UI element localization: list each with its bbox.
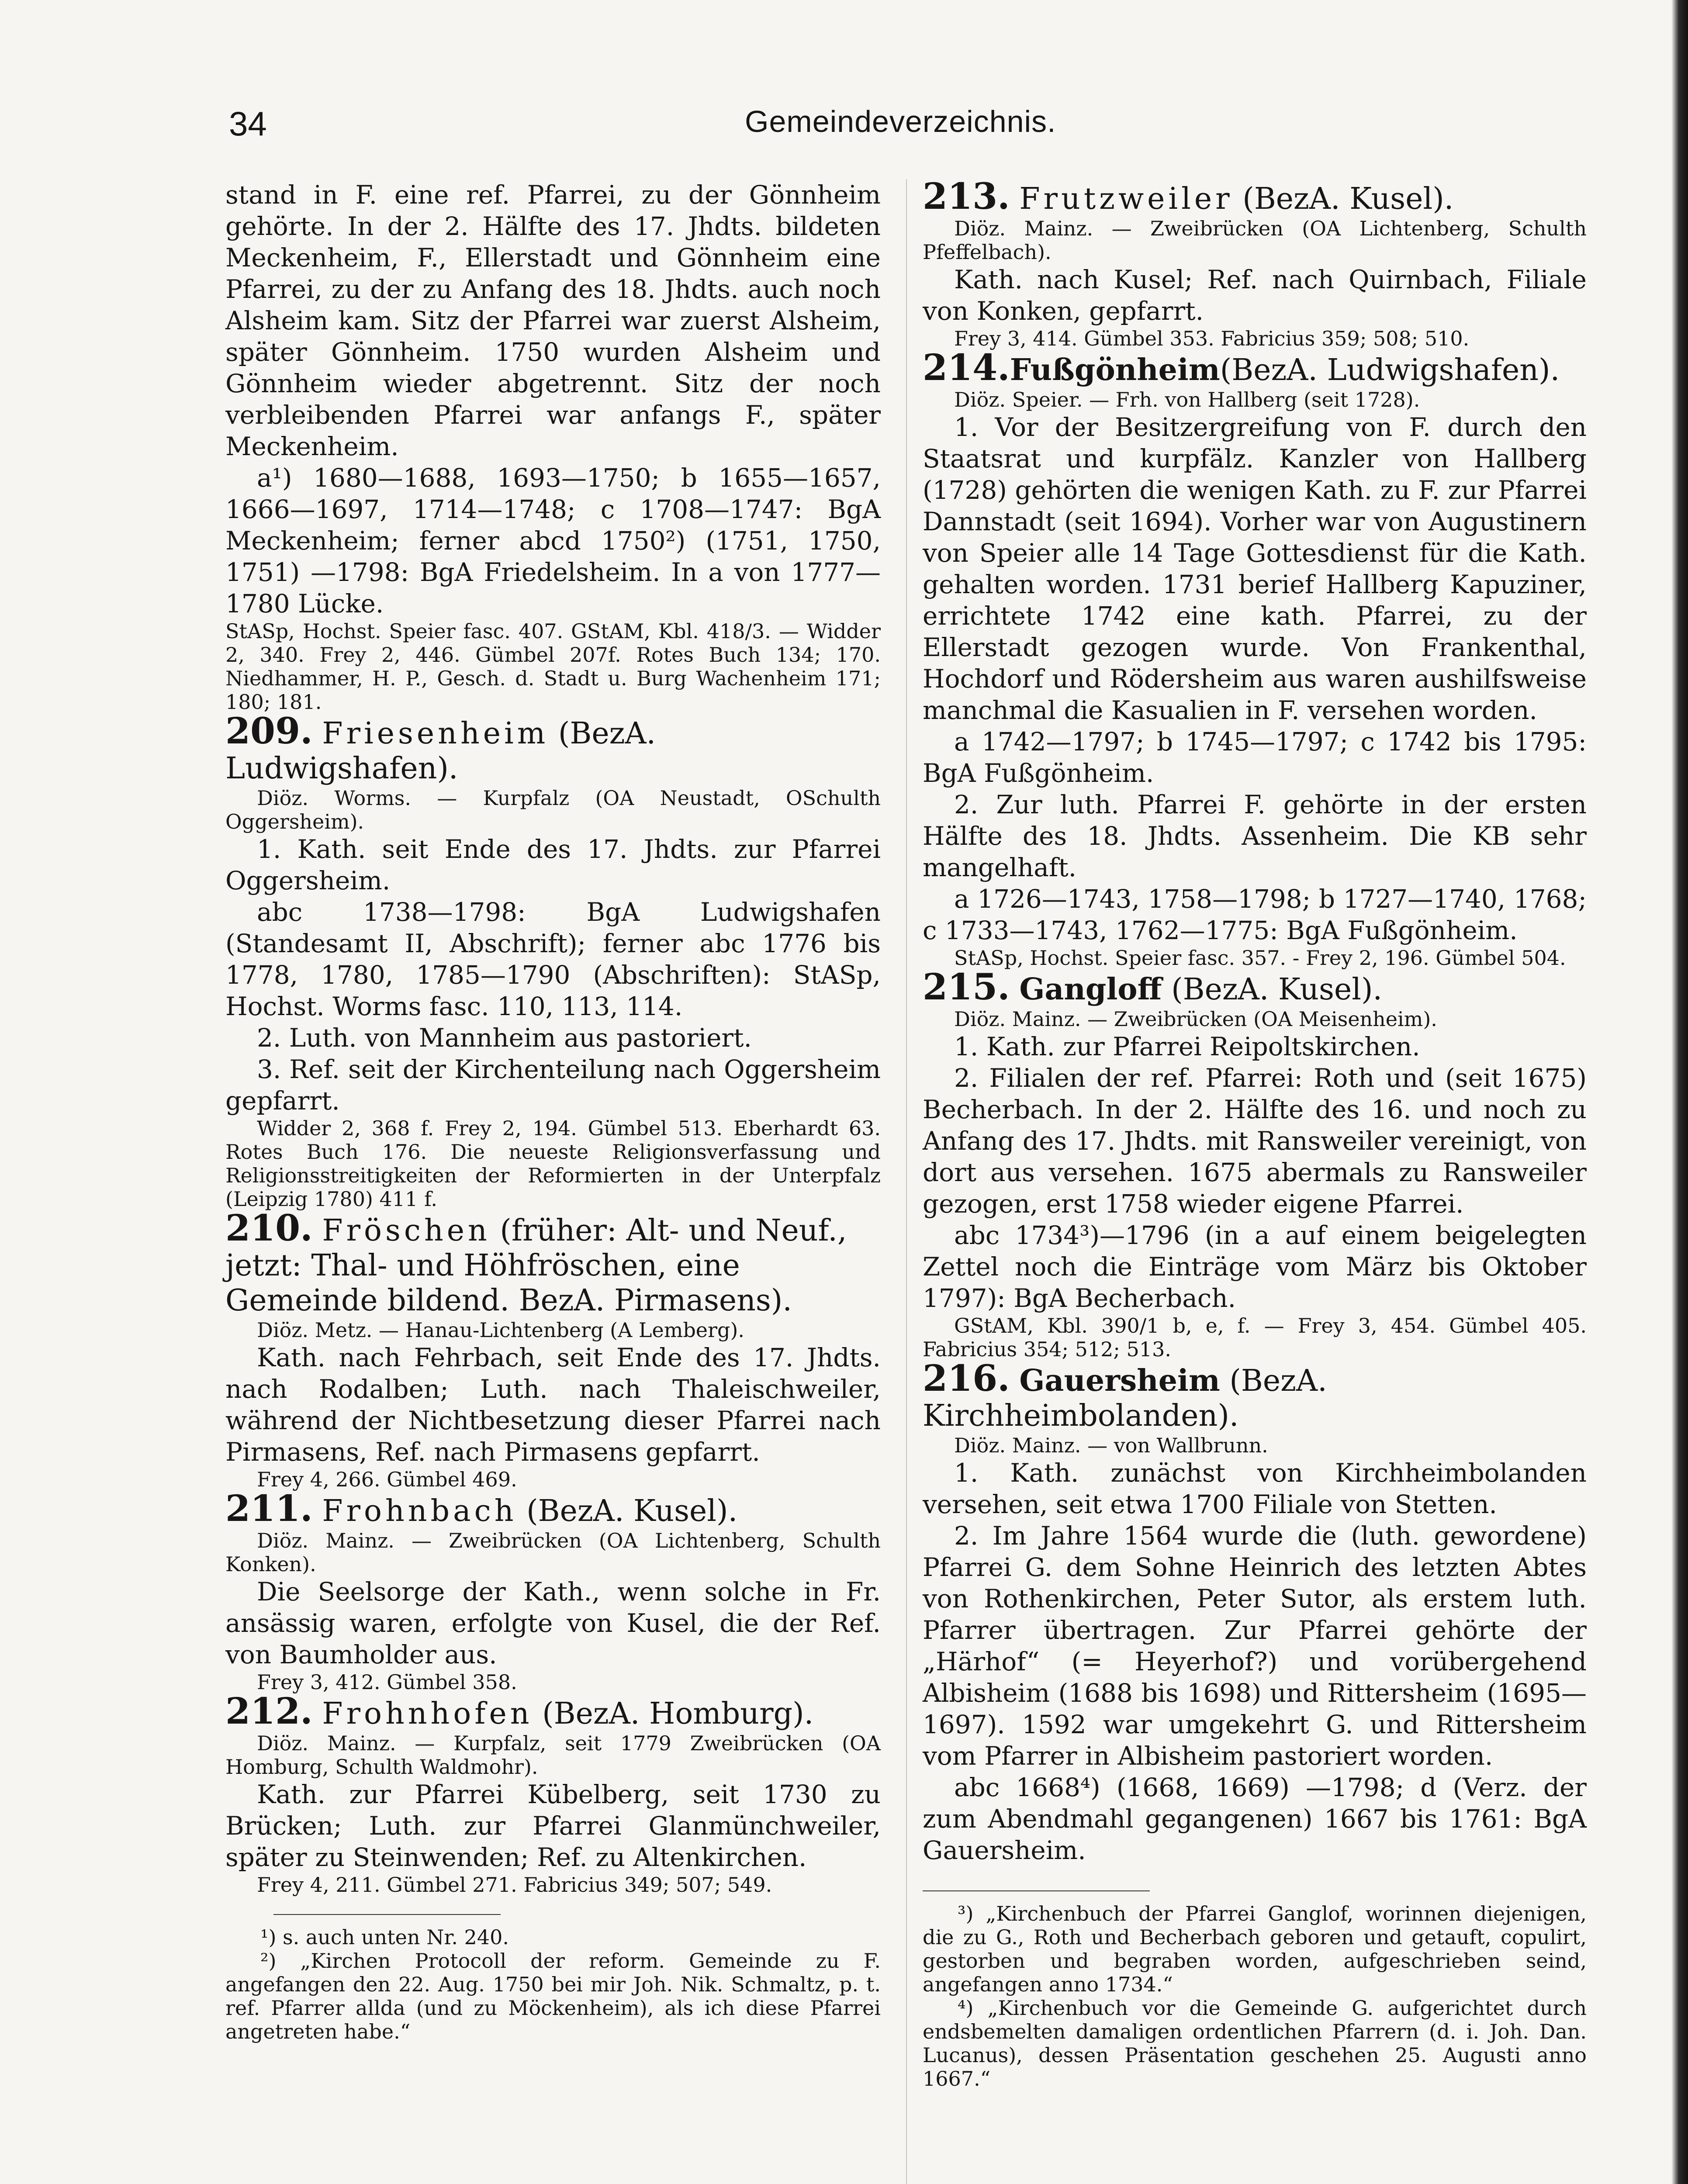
page-number: 34	[229, 104, 267, 143]
entry-paragraph: a 1742—1797; b 1745—1797; c 1742 bis 1795: BgA Fußgönheim.	[923, 727, 1587, 788]
entry-number: 210.	[225, 1207, 313, 1249]
entry-number: 211.	[225, 1488, 313, 1530]
entry-diocese: Diöz. Mainz. — Zweibrücken (OA Lichtenberg, Schulth Konken).	[225, 1529, 881, 1576]
column-divider	[906, 179, 907, 2184]
running-title: Gemeindeverzeichnis.	[745, 104, 1056, 138]
entry-paragraph: 2. Zur luth. Pfarrei F. gehörte in der ersten Hälfte des 18. Jhdts. Assenheim. Die KB sehr mangelhaft.	[923, 790, 1587, 882]
entry-paragraph: Kath. zur Pfarrei Kübelberg, seit 1730 zu Brücken; Luth. zur Pfarrei Glanmünchweiler, später zu Steinwenden; Ref. zu Altenkirchen.	[225, 1780, 881, 1872]
intro-records: a¹) 1680—1688, 1693—1750; b 1655—1657, 1666—1697, 1714—1748; c 1708—1747: BgA Meckenheim; ferner abcd 1750²) (1751, 1750, 1751) —1798: BgA Friedelsheim. In a von 1777—1780 Lücke.	[225, 463, 881, 619]
entry-216	[923, 1358, 1587, 1866]
intro-sources: StASp, Hochst. Speier fasc. 407. GStAM, Kbl. 418/3. — Widder 2, 340. Frey 2, 446. Gümbel 207f. Rotes Buch 134; 170. Niedhammer, H. P., Gesch. d. Stadt u. Burg Wachenheim 171; 180; 181.	[225, 619, 881, 714]
entry-number: 216.	[923, 1358, 1010, 1400]
entry-paragraph: 1. Vor der Besitzergreifung von F. durch den Staatsrat und kurpfälz. Kanzler von Hallberg (1728) gehörten die wenigen Kath. zu F. zur Pfarrei Dannstadt (seit 1694). Vorher war von Augustinern von Speier alle 14 Tage Gottesdienst für die Kath. gehalten worden. 1731 berief Hallberg Kapuziner, errichtete 1742 eine kath. Pfarrei, zu der Ellerstadt gezogen wurde. Von Frankenthal, Hochdorf und Rödersheim aus waren aushilfsweise manchmal die Kasualien in F. versehen worden.	[923, 412, 1587, 725]
entry-district: (BezA. Kusel).	[526, 1494, 738, 1528]
footnote-rule	[273, 1914, 501, 1915]
entry-number: 215.	[923, 966, 1010, 1008]
entry-place-name: Fußgönheim	[1010, 352, 1220, 387]
entry-place-name: Gangloff	[1019, 972, 1162, 1007]
entry-paragraph: 3. Ref. seit der Kirchenteilung nach Oggersheim gepfarrt.	[225, 1054, 881, 1116]
entry-heading	[923, 347, 1587, 389]
entry-212	[225, 1690, 881, 1897]
footnote: ³) „Kirchenbuch der Pfarrei Ganglof, worinnen diejenigen, die zu G., Roth und Becherbach geboren und getauft, copulirt, gestorben und begraben worden, aufgeschrieben seind, angefangen anno 1734.“	[923, 1902, 1587, 1996]
entry-heading	[225, 1690, 881, 1732]
entry-district: (BezA. Kirchheimbolanden).	[923, 1364, 1327, 1433]
left-column	[225, 179, 881, 2043]
footnote: ⁴) „Kirchenbuch vor die Gemeinde G. aufgerichtet durch endsbemelten damaligen ordentlichen Pfarrern (d. i. Joh. Dan. Lucanus), dessen Präsentation geschehen 25. Augusti anno 1667.“	[923, 1996, 1587, 2091]
entry-place-name: Gauersheim	[1019, 1363, 1220, 1398]
entry-heading	[225, 1488, 881, 1530]
entry-paragraph: a 1726—1743, 1758—1798; b 1727—1740, 1768; c 1733—1743, 1762—1775: BgA Fußgönheim.	[923, 884, 1587, 945]
entry-diocese: Diöz. Speier. — Frh. von Hallberg (seit 1728).	[954, 388, 1420, 411]
entry-paragraph: 2. Filialen der ref. Pfarrei: Roth und (seit 1675) Becherbach. In der 2. Hälfte des 16. und noch zu Anfang des 17. Jhdts. mit Ransweiler vereinigt, von dort aus versehen. 1675 abermals zu Ransweiler gezogen, erst 1758 wieder eigene Pfarrei.	[923, 1063, 1587, 1219]
entry-district: (BezA. Kusel).	[1242, 182, 1454, 216]
entry-heading	[923, 966, 1587, 1008]
entry-sources: StASp, Hochst. Speier fasc. 357. - Frey 2, 196. Gümbel 504.	[954, 946, 1566, 970]
entry-diocese: Diöz. Mainz. — Zweibrücken (OA Meisenheim).	[954, 1007, 1437, 1031]
entry-heading	[225, 1207, 881, 1318]
entry-sources: Frey 4, 266. Gümbel 469.	[257, 1468, 517, 1491]
entry-paragraph: Kath. nach Fehrbach, seit Ende des 17. Jhdts. nach Rodalben; Luth. nach Thaleischweiler, während der Nichtbesetzung dieser Pfarrei nach Pirmasens, Ref. nach Pirmasens gepfarrt.	[225, 1343, 881, 1467]
entry-heading	[923, 176, 1587, 218]
page-edge-shadow	[1671, 0, 1688, 2184]
footnote: ²) „Kirchen Protocoll der reform. Gemeinde zu F. angefangen den 22. Aug. 1750 bei mir Joh. Nik. Schmaltz, p. t. ref. Pfarrer allda (und zu Möckenheim), als ich diese Pfarrei angetreten habe.“	[225, 1949, 881, 2043]
entry-place-name: Fröschen	[322, 1213, 491, 1248]
entry-paragraph: 2. Im Jahre 1564 wurde die (luth. gewordene) Pfarrei G. dem Sohne Heinrich des letzten Abtes von Rothenkirchen, Peter Sutor, als erstem luth. Pfarrer übertragen. Zur Pfarrei gehörte der „Härhof“ (= Heyerhof?) und vorübergehend Albisheim (1688 bis 1698) und Rittersheim (1695—1697). 1592 war umgekehrt G. und Rittersheim vom Pfarrer in Albisheim pastoriert worden.	[923, 1521, 1587, 1771]
entry-sources: GStAM, Kbl. 390/1 b, e, f. — Frey 3, 454. Gümbel 405. Fabricius 354; 512; 513.	[923, 1314, 1587, 1361]
entry-diocese: Diöz. Metz. — Hanau-Lichtenberg (A Lemberg).	[257, 1318, 744, 1342]
entry-diocese: Diöz. Worms. — Kurpfalz (OA Neustadt, OSchulth Oggersheim).	[225, 786, 881, 833]
entry-214	[923, 347, 1587, 970]
entry-paragraph: 1. Kath. zur Pfarrei Reipoltskirchen.	[954, 1032, 1420, 1061]
entry-number: 214.	[923, 347, 1010, 389]
entry-place-name: Friesenheim	[322, 716, 549, 751]
entry-215	[923, 966, 1587, 1361]
entry-number: 213.	[923, 176, 1010, 218]
entry-number: 209.	[225, 710, 313, 752]
entry-district: (BezA. Kusel).	[1171, 972, 1383, 1007]
entry-district: (früher: Alt- und Neuf., jetzt: Thal- und Höhfröschen, eine Gemeinde bildend. BezA. Pirmasens).	[225, 1213, 847, 1318]
entry-district: (BezA. Ludwigshafen).	[1220, 353, 1560, 387]
entry-diocese: Diöz. Mainz. — von Wallbrunn.	[954, 1434, 1268, 1457]
entry-sources: Widder 2, 368 f. Frey 2, 194. Gümbel 513. Eberhardt 63. Rotes Buch 176. Die neueste Religionsverfassung und Religionsstreitigkeiten der Reformierten in der Unterpfalz (Leipzig 1780) 411 f.	[225, 1116, 881, 1211]
footnote: ¹) s. auch unten Nr. 240.	[260, 1925, 509, 1949]
intro-paragraph: stand in F. eine ref. Pfarrei, zu der Gönnheim gehörte. In der 2. Hälfte des 17. Jhdts. bildeten Meckenheim, F., Ellerstadt und Gönnheim eine Pfarrei, zu der zu Anfang des 18. Jhdts. auch noch Alsheim kam. Sitz der Pfarrei war zuerst Alsheim, später Gönnheim. 1750 wurden Alsheim und Gönnheim wieder abgetrennt. Sitz der noch verbleibenden Pfarrei war anfangs F., später Meckenheim.	[225, 180, 881, 461]
entry-sources: Frey 3, 412. Gümbel 358.	[257, 1670, 517, 1694]
entry-district: (BezA. Homburg).	[542, 1697, 814, 1731]
entry-place-name: Frohnhofen	[322, 1697, 533, 1731]
entry-210	[225, 1207, 881, 1491]
entry-paragraph: 2. Luth. von Mannheim aus pastoriert.	[257, 1023, 752, 1053]
entry-paragraph: 1. Kath. seit Ende des 17. Jhdts. zur Pfarrei Oggersheim.	[225, 834, 881, 895]
entry-paragraph: abc 1738—1798: BgA Ludwigshafen (Standesamt II, Abschrift); ferner abc 1776 bis 1778, 1780, 1785—1790 (Abschriften): StASp, Hochst. Worms fasc. 110, 113, 114.	[225, 897, 881, 1021]
entry-diocese: Diöz. Mainz. — Kurpfalz, seit 1779 Zweibrücken (OA Homburg, Schulth Waldmohr).	[225, 1731, 881, 1779]
entry-209	[225, 710, 881, 1211]
entry-number: 212.	[225, 1690, 313, 1732]
entry-sources: Frey 3, 414. Gümbel 353. Fabricius 359; 508; 510.	[954, 327, 1470, 350]
entry-heading	[923, 1358, 1587, 1434]
entry-211	[225, 1488, 881, 1694]
entry-213	[923, 176, 1587, 350]
right-column	[923, 176, 1587, 2091]
footnote-rule	[923, 1890, 1150, 1891]
entry-paragraph: abc 1668⁴) (1668, 1669) —1798; d (Verz. der zum Abendmahl gegangenen) 1667 bis 1761: BgA Gauersheim.	[923, 1773, 1587, 1865]
entry-sources: Frey 4, 211. Gümbel 271. Fabricius 349; 507; 549.	[257, 1873, 772, 1897]
entry-district: (BezA. Ludwigshafen).	[225, 716, 656, 786]
entry-heading	[225, 710, 881, 786]
entry-place-name: Frutzweiler	[1019, 182, 1233, 216]
entry-paragraph: Kath. nach Kusel; Ref. nach Quirnbach, Filiale von Konken, gepfarrt.	[923, 265, 1587, 326]
entry-paragraph: 1. Kath. zunächst von Kirchheimbolanden versehen, seit etwa 1700 Filiale von Stetten.	[923, 1458, 1587, 1519]
entry-paragraph: abc 1734³)—1796 (in a auf einem beigelegten Zettel noch die Einträge vom März bis Oktober 1797): BgA Becherbach.	[923, 1220, 1587, 1313]
entry-place-name: Frohnbach	[322, 1494, 517, 1528]
entry-paragraph: Die Seelsorge der Kath., wenn solche in Fr. ansässig waren, erfolgte von Kusel, die der Ref. von Baumholder aus.	[225, 1577, 881, 1669]
entry-diocese: Diöz. Mainz. — Zweibrücken (OA Lichtenberg, Schulth Pfeffelbach).	[923, 217, 1587, 264]
